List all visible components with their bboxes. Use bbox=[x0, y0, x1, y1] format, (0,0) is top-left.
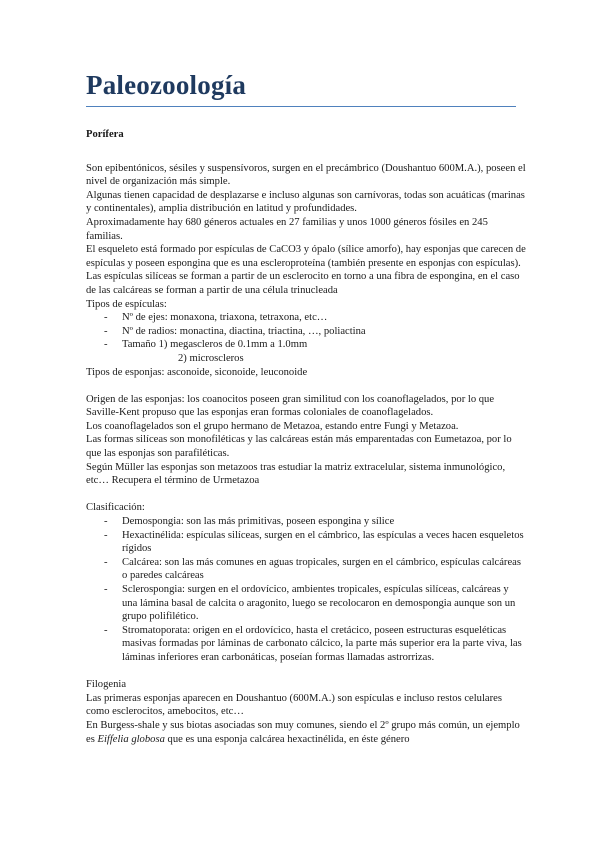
classification-title: Clasificación: bbox=[86, 502, 145, 514]
phylogeny-paragraph: Las primeras esponjas aparecen en Doushantuo (600M.A.) son espículas e incluso restos celulares como esclerocitos, amebocitos, etc… bbox=[86, 692, 502, 718]
list-item: - Sclerospongia: surgen en el ordovícico, ambientes tropicales, espículas silíceas, calcáreas y una lámina basal de calcita o aragonito, luego se recolocaron en demospongia aunque son un grupo polifilético. bbox=[104, 584, 516, 623]
dash-bullet: - bbox=[104, 325, 108, 337]
list-item: - Stromatoporata: origen en el ordovícico, hasta el cretácico, poseen estructuras esqueléticas masivas formadas por láminas de carbonato cálcico, la parte más superior era la parte viva, las láminas inferiores eran carbonáticas, poseían formas llamadas astrorrizas. bbox=[104, 624, 522, 663]
classification-list bbox=[86, 515, 526, 665]
intro-paragraph: Algunas tienen capacidad de desplazarse e incluso algunas son carnívoras, todas son acuáticas (marinas y continentales), amplia distribución en latitud y profundidades. bbox=[86, 189, 525, 215]
intro-paragraph: Las espículas silíceas se forman a partir de un esclerocito en torno a una fibra de espongina, en el caso de las calcáreas se forman a partir de una célula trinucleada bbox=[86, 271, 520, 296]
title-underline bbox=[86, 106, 516, 107]
document-body bbox=[86, 128, 526, 746]
origin-paragraph: Origen de las esponjas: los coanocitos poseen gran similitud con los coanoflagelados, por lo que Saville-Kent propuso que las esponjas eran formas coloniales de coanoflagelados. bbox=[86, 393, 495, 419]
origin-paragraph: Los coanoflagelados son el grupo hermano de Metazoa, estando entre Fungi y Metazoa. bbox=[86, 420, 459, 432]
list-item: - Nº de radios: monactina, diactina, triactina, …, poliactina bbox=[104, 325, 366, 337]
phylogeny-title: Filogenia bbox=[86, 679, 127, 691]
intro-paragraph: El esqueleto está formado por espículas de CaCO3 y ópalo (sílice amorfo), hay esponjas que carecen de espículas y poseen espongina que es una escleroproteína (también presente en esponjas con espículas). bbox=[86, 244, 526, 269]
list-item: - Tamaño 1) megascleros de 0.1mm a 1.0mm bbox=[104, 339, 308, 351]
page-title: Paleozoología bbox=[86, 70, 247, 100]
intro-paragraph: Son epibentónicos, sésiles y suspensívoros, surgen en el precámbrico (Doushantuo 600M.A.), poseen el nivel de organización más simple. bbox=[86, 162, 526, 188]
origin-paragraph: Según Müller las esponjas son metazoos tras estudiar la matriz extracelular, sistema inmunológico, etc… Recupera el término de Urmetazoa bbox=[86, 461, 506, 487]
phylogeny-paragraph: En Burgess-shale y sus biotas asociadas son muy comunes, siendo el 2º grupo más común, un ejemplo es Eiffelia globosa que es una esponja calcárea hexactinélida, en éste género bbox=[86, 719, 520, 745]
spicule-types-list bbox=[86, 311, 526, 352]
dash-bullet: - bbox=[104, 312, 108, 324]
species-name: Eiffelia globosa bbox=[97, 733, 165, 745]
spicule-size-continuation: 2) microscleros bbox=[178, 352, 244, 364]
dash-bullet: - bbox=[104, 529, 108, 541]
dash-bullet: - bbox=[104, 556, 108, 568]
intro-paragraph: Aproximadamente hay 680 géneros actuales en 27 familias y unos 1000 géneros fósiles en 245 familias. bbox=[86, 216, 488, 242]
dash-bullet: - bbox=[104, 584, 108, 595]
dash-bullet: - bbox=[104, 624, 108, 636]
list-item: - Nº de ejes: monaxona, triaxona, tetraxona, etc… bbox=[104, 312, 328, 324]
list-item: - Demospongia: son las más primitivas, poseen espongina y sílice bbox=[104, 516, 395, 528]
spicule-types-title: Tipos de espículas: bbox=[86, 298, 167, 310]
dash-bullet: - bbox=[104, 516, 108, 528]
section-heading: Porífera bbox=[86, 129, 124, 140]
origin-paragraph: Las formas silíceas son monofiléticas y las calcáreas están más emparentadas con Eumetazoa, por lo que las esponjas son parafiléticas. bbox=[86, 434, 512, 460]
dash-bullet: - bbox=[104, 339, 108, 351]
list-item: - Calcárea: son las más comunes en aguas tropicales, surgen en el cámbrico, espículas calcáreas o paredes calcáreas bbox=[104, 556, 521, 582]
list-item: - Hexactinélida: espículas silíceas, surgen en el cámbrico, las espículas a veces hacen esqueletos rígidos bbox=[104, 529, 524, 555]
sponge-types: Tipos de esponjas: asconoide, siconoide, leuconoide bbox=[86, 366, 308, 378]
